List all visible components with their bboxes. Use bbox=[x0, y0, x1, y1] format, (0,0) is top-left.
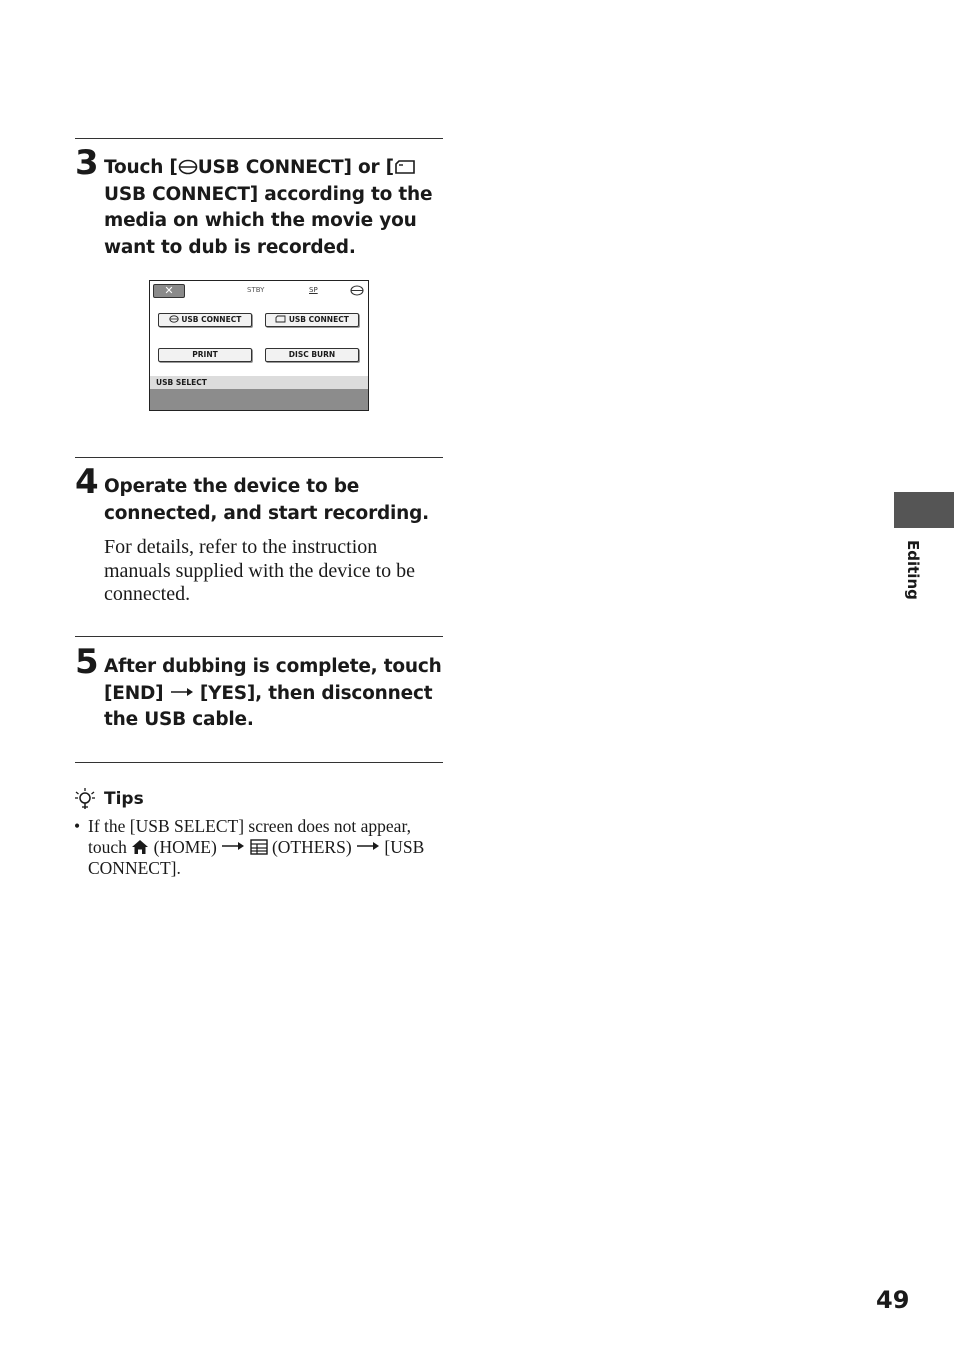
step-5-heading-a: After dubbing is complete, touch [END] bbox=[104, 656, 442, 704]
section-label: Editing bbox=[904, 540, 922, 600]
home-icon bbox=[131, 839, 149, 855]
lightbulb-icon bbox=[74, 787, 96, 811]
bullet: • bbox=[74, 816, 81, 836]
hdd-icon bbox=[178, 159, 198, 175]
step-number-4: 4 bbox=[75, 462, 99, 502]
arrow-right-icon bbox=[170, 686, 194, 698]
tips-heading: Tips bbox=[104, 789, 144, 809]
hdd-icon bbox=[169, 315, 179, 323]
rule-step-3 bbox=[75, 138, 443, 139]
step-3-heading-a: Touch [ bbox=[104, 157, 178, 178]
tips-text-a: If the [USB SELECT] screen does not appear, touch bbox=[88, 816, 411, 857]
recording-mode: SP bbox=[309, 286, 318, 294]
tips-text bbox=[88, 816, 448, 879]
memory-card-icon bbox=[394, 159, 416, 175]
hdd-icon bbox=[350, 285, 364, 296]
close-button[interactable]: ✕ bbox=[153, 284, 185, 298]
section-tab bbox=[894, 492, 954, 528]
rule-step-4 bbox=[75, 457, 443, 458]
step-number-3: 3 bbox=[75, 143, 99, 183]
tips-text-d: [USB CONNECT]. bbox=[88, 837, 425, 878]
rule-step-5 bbox=[75, 636, 443, 637]
memory-card-icon bbox=[275, 315, 286, 323]
status-text: STBY bbox=[247, 286, 265, 294]
step-4-body: For details, refer to the instruction manuals supplied with the device to be connected. bbox=[104, 536, 416, 605]
others-icon bbox=[250, 839, 268, 855]
usb-connect-hdd-button[interactable] bbox=[158, 313, 252, 327]
screen-title: USB SELECT bbox=[150, 376, 368, 389]
usb-select-screen bbox=[149, 280, 369, 411]
screen-bottom-bar bbox=[150, 389, 368, 410]
disc-burn-button[interactable]: DISC BURN bbox=[265, 348, 359, 362]
step-3-heading-b: USB CONNECT] or [ bbox=[197, 157, 394, 178]
step-3-heading bbox=[104, 155, 449, 261]
step-number-5: 5 bbox=[75, 642, 99, 682]
arrow-right-icon bbox=[221, 840, 245, 852]
tips-text-c: (OTHERS) bbox=[271, 837, 352, 857]
rule-tips bbox=[75, 762, 443, 763]
usb-connect-card-label: USB CONNECT bbox=[288, 315, 349, 324]
step-5-heading bbox=[104, 654, 449, 734]
step-3-heading-c: USB CONNECT] according to the media on which the movie you want to dub is recorded. bbox=[104, 183, 433, 258]
arrow-right-icon bbox=[356, 840, 380, 852]
usb-connect-card-button[interactable] bbox=[265, 313, 359, 327]
tips-text-b: (HOME) bbox=[153, 837, 217, 857]
step-5-heading-b: [YES], then disconnect the USB cable. bbox=[104, 682, 433, 730]
step-4-heading: Operate the device to be connected, and start recording. bbox=[104, 476, 430, 524]
print-button[interactable]: PRINT bbox=[158, 348, 252, 362]
usb-connect-hdd-label: USB CONNECT bbox=[181, 315, 242, 324]
page-number: 49 bbox=[876, 1286, 910, 1314]
